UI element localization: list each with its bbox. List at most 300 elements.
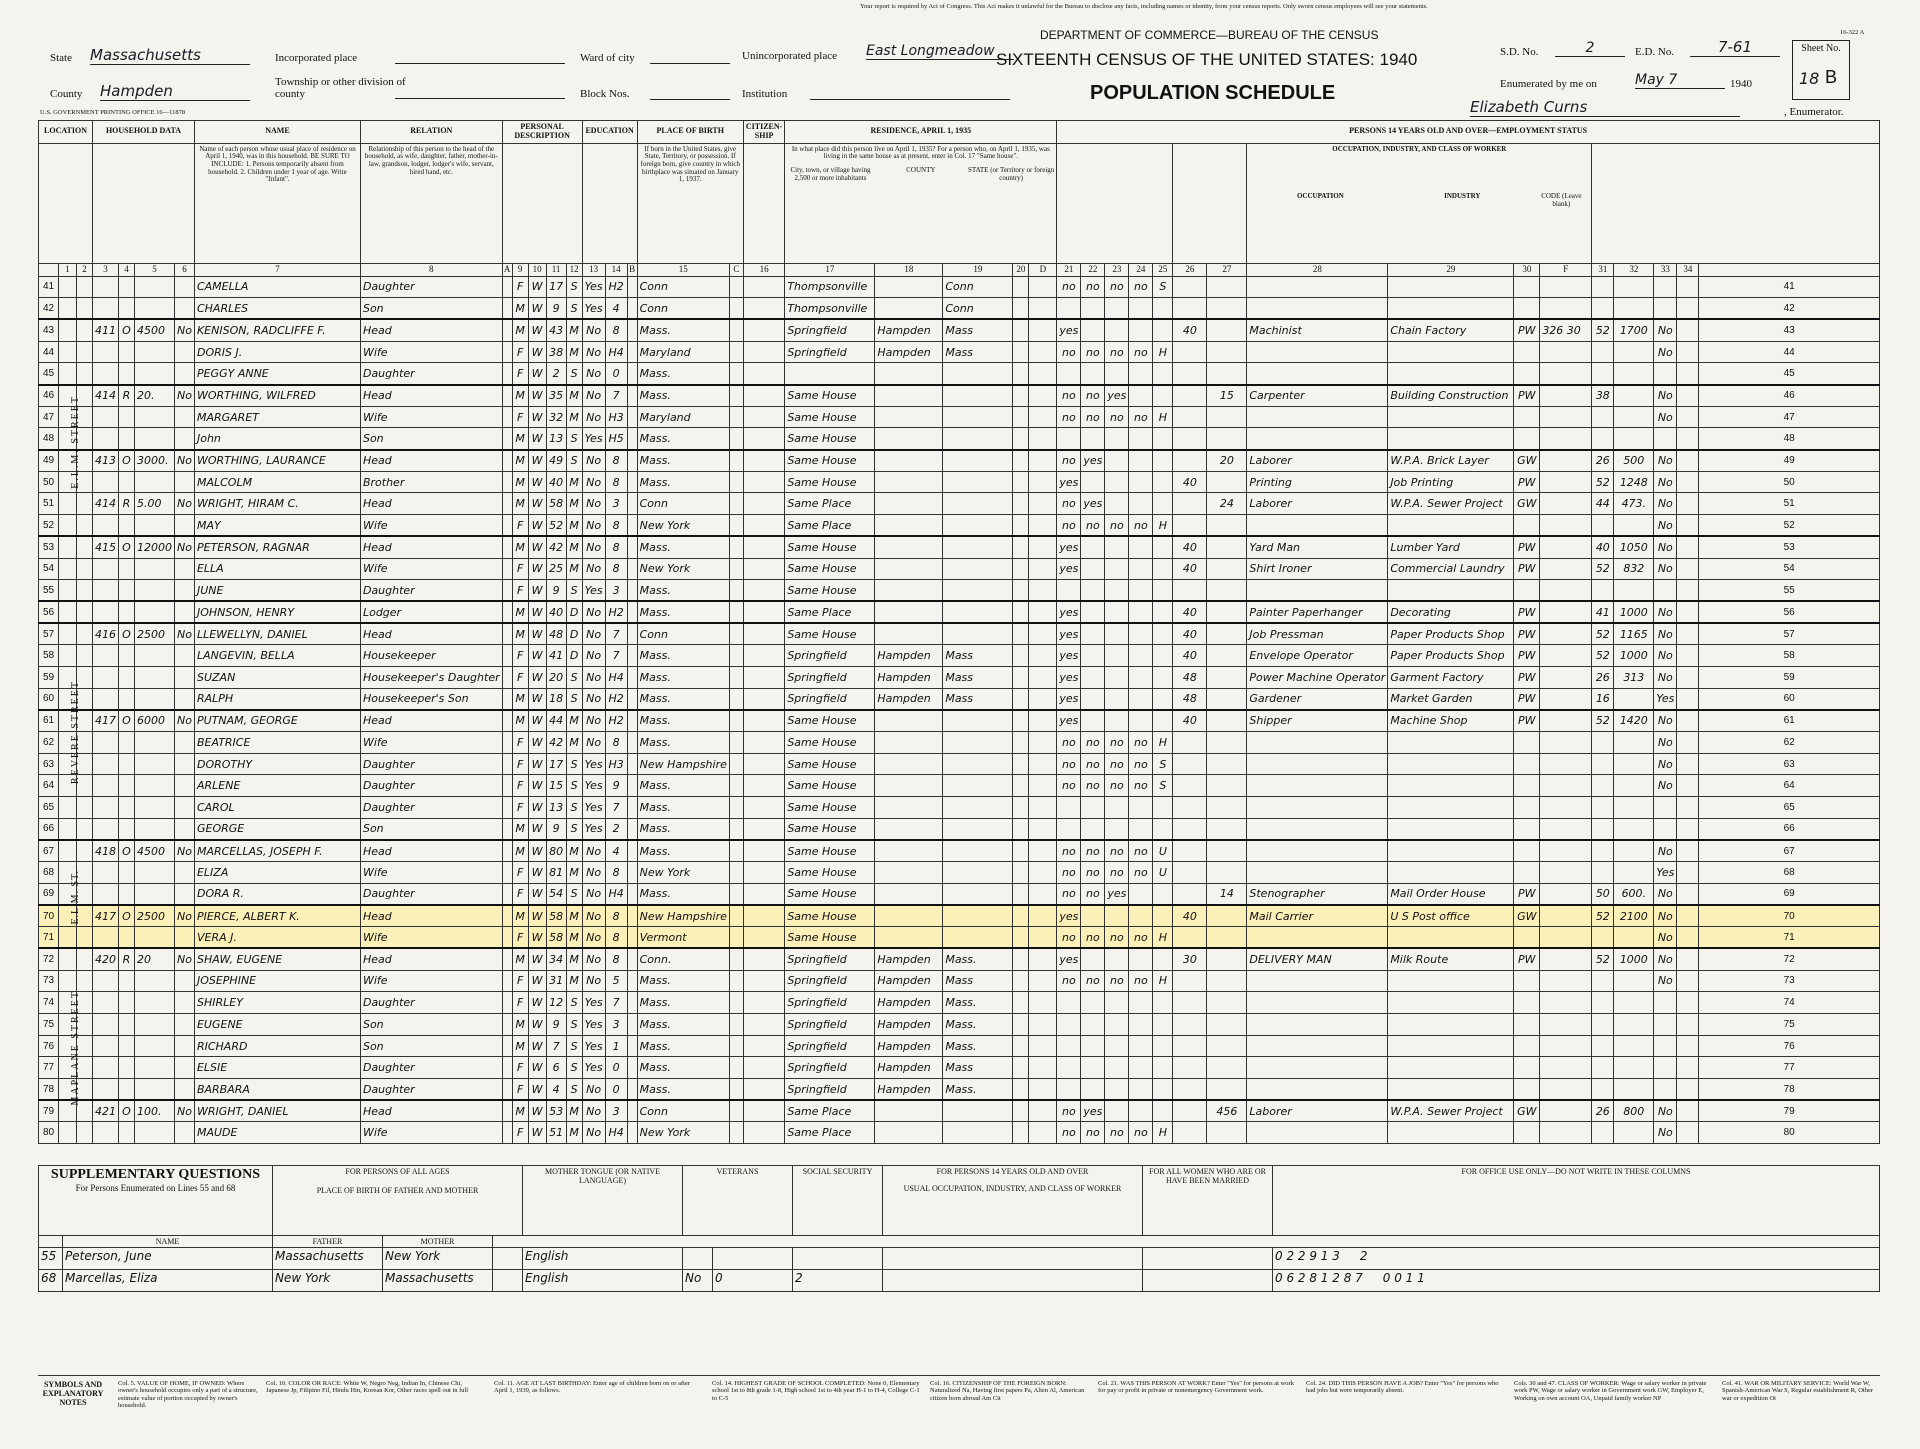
occ-code (1540, 580, 1592, 602)
school-attendance: No (582, 905, 605, 927)
line-number-right: 61 (1699, 710, 1880, 732)
has-job (1105, 1035, 1129, 1057)
occ-code (1540, 298, 1592, 320)
farm-schedule (1677, 319, 1699, 341)
dwelling-number (93, 428, 119, 450)
line-number-right: 65 (1699, 797, 1880, 819)
occ-code (1540, 623, 1592, 645)
house-number-cell (77, 276, 93, 298)
at-work: no (1057, 341, 1081, 363)
col-25 (1153, 450, 1173, 472)
line-number-right: 44 (1699, 341, 1880, 363)
farm (175, 558, 195, 580)
column-number: 33 (1654, 263, 1677, 276)
income (1614, 862, 1654, 884)
at-work: yes (1057, 948, 1081, 970)
weeks-unemployed (1207, 341, 1247, 363)
age: 34 (546, 948, 566, 970)
code-c (729, 688, 743, 710)
line-number: 57 (39, 623, 59, 645)
line-number: 75 (39, 1013, 59, 1035)
citizenship (743, 536, 784, 558)
person-name: SUZAN (194, 666, 360, 688)
residence-county (875, 840, 943, 862)
sex: M (512, 818, 528, 840)
has-job (1105, 319, 1129, 341)
occupation (1247, 1122, 1388, 1144)
supp-title-cell (39, 1166, 273, 1236)
line-number-right: 70 (1699, 905, 1880, 927)
residence-state: Mass (943, 970, 1013, 992)
hours-worked: 40 (1173, 905, 1207, 927)
name-instructions: Name of each person whose usual place of residence on April 1, 1940, was in this household. BE SURE TO INCLUDE: 1. Persons temporarily absent from household. 2. Children under 1 year of age. Write "Infant". (194, 143, 360, 263)
line-number-right: 47 (1699, 406, 1880, 428)
code-d (1029, 623, 1057, 645)
has-job: yes (1105, 385, 1129, 407)
farm-schedule (1677, 775, 1699, 797)
house-number-cell (77, 601, 93, 623)
note-at-work: Col. 21. WAS THIS PERSON AT WORK? Enter "Yes" for persons at work for pay or profit in private or nonemergency Government work. (1098, 1380, 1294, 1395)
income (1614, 992, 1654, 1014)
race: W (528, 363, 546, 385)
on-farm (1013, 363, 1029, 385)
has-job: no (1105, 341, 1129, 363)
occ-code (1540, 515, 1592, 537)
usual-occupation (883, 1248, 1143, 1270)
class-of-worker (1514, 970, 1540, 992)
house-number-cell (77, 515, 93, 537)
sex: M (512, 1035, 528, 1057)
residence-city: Springfield (785, 1079, 875, 1101)
farm: No (175, 536, 195, 558)
class-of-worker (1514, 840, 1540, 862)
residence-county: Hampden (875, 688, 943, 710)
owned-rented: O (119, 623, 135, 645)
farm: No (175, 450, 195, 472)
residence-county (875, 905, 943, 927)
race: W (528, 406, 546, 428)
seeking-work (1081, 1079, 1105, 1101)
dwelling-number: 414 (93, 385, 119, 407)
col-25 (1153, 623, 1173, 645)
marital-status: M (566, 970, 582, 992)
race: W (528, 450, 546, 472)
col-25: H (1153, 732, 1173, 754)
age: 44 (546, 710, 566, 732)
farm-schedule (1677, 406, 1699, 428)
code-d (1029, 515, 1057, 537)
hours-worked (1173, 406, 1207, 428)
residence-city: Same House (785, 753, 875, 775)
school-attendance: No (582, 493, 605, 515)
age: 58 (546, 905, 566, 927)
line-number: 80 (39, 1122, 59, 1144)
code-b (627, 493, 637, 515)
occ-code (1540, 385, 1592, 407)
relation: Brother (360, 471, 502, 493)
farm (175, 406, 195, 428)
birthplace: Maryland (637, 406, 729, 428)
class-of-worker (1514, 1079, 1540, 1101)
house-number-cell (77, 341, 93, 363)
home-value (135, 1122, 175, 1144)
farm (175, 970, 195, 992)
person-name: LLEWELLYN, DANIEL (194, 623, 360, 645)
farm (175, 471, 195, 493)
residence-state (943, 385, 1013, 407)
citizenship (743, 1057, 784, 1079)
age: 53 (546, 1100, 566, 1122)
top-notice: Your report is required by Act of Congress. This Act makes it unlawful for the Bureau to disclose any facts, including names or identity, from your census reports. Only sworn census employees will see your statements. (860, 3, 1428, 10)
owned-rented (119, 1013, 135, 1035)
person-name: PIERCE, ALBERT K. (194, 905, 360, 927)
occ-header: OCCUPATION (1296, 192, 1344, 201)
table-row (39, 970, 1880, 992)
code-c (729, 428, 743, 450)
col-25: U (1153, 862, 1173, 884)
class-of-worker: PW (1514, 883, 1540, 905)
on-farm (1013, 450, 1029, 472)
occupation: DELIVERY MAN (1247, 948, 1388, 970)
residence-county (875, 797, 943, 819)
owned-rented: R (119, 948, 135, 970)
residence-instructions (785, 143, 1057, 263)
school-attendance: No (582, 1079, 605, 1101)
has-job: no (1105, 775, 1129, 797)
person-name: DORIS J. (194, 341, 360, 363)
occ-code (1540, 862, 1592, 884)
supp-name: Peterson, June (63, 1248, 273, 1270)
weeks-unemployed (1207, 688, 1247, 710)
person-name: MARGARET (194, 406, 360, 428)
line-number: 61 (39, 710, 59, 732)
race: W (528, 927, 546, 949)
citizenship (743, 580, 784, 602)
citizenship (743, 970, 784, 992)
residence-city: Same House (785, 623, 875, 645)
children (793, 1248, 883, 1270)
school-attendance: No (582, 883, 605, 905)
code-c (729, 450, 743, 472)
income: 1050 (1614, 536, 1654, 558)
income (1614, 818, 1654, 840)
code-d (1029, 645, 1057, 667)
occ-code (1540, 1079, 1592, 1101)
race: W (528, 840, 546, 862)
residence-county (875, 862, 943, 884)
code-d (1029, 948, 1057, 970)
house-number-cell (77, 580, 93, 602)
citizenship (743, 406, 784, 428)
code-c (729, 710, 743, 732)
income: 1700 (1614, 319, 1654, 341)
residence-city: Springfield (785, 970, 875, 992)
sex: F (512, 558, 528, 580)
at-work: yes (1057, 710, 1081, 732)
home-value (135, 298, 175, 320)
age: 40 (546, 601, 566, 623)
age: 7 (546, 1035, 566, 1057)
col-24: no (1129, 840, 1153, 862)
other-income: No (1654, 905, 1677, 927)
township-line (395, 98, 565, 99)
owned-rented (119, 883, 135, 905)
column-number: 7 (194, 263, 360, 276)
other-income: No (1654, 883, 1677, 905)
owned-rented (119, 406, 135, 428)
race: W (528, 710, 546, 732)
class-of-worker: PW (1514, 601, 1540, 623)
house-number-cell (77, 927, 93, 949)
other-income (1654, 580, 1677, 602)
age: 9 (546, 298, 566, 320)
age: 25 (546, 558, 566, 580)
code-d (1029, 428, 1057, 450)
industry: Paper Products Shop (1388, 645, 1514, 667)
school-attendance: No (582, 536, 605, 558)
marital-status: D (566, 645, 582, 667)
table-row (39, 1122, 1880, 1144)
column-number: 18 (875, 263, 943, 276)
column-number: 24 (1129, 263, 1153, 276)
residence-county (875, 623, 943, 645)
code-d (1029, 298, 1057, 320)
relation: Head (360, 948, 502, 970)
occupation: Gardener (1247, 688, 1388, 710)
highest-grade: 0 (605, 1079, 627, 1101)
line-number-right: 53 (1699, 536, 1880, 558)
hours-worked (1173, 883, 1207, 905)
residence-county: Hampden (875, 970, 943, 992)
code-c (729, 1100, 743, 1122)
birthplace: New Hampshire (637, 905, 729, 927)
line-number-right: 79 (1699, 1100, 1880, 1122)
residence-county (875, 1122, 943, 1144)
birthplace: New York (637, 515, 729, 537)
age: 51 (546, 1122, 566, 1144)
person-name: WORTHING, WILFRED (194, 385, 360, 407)
column-number: 12 (566, 263, 582, 276)
income (1614, 428, 1654, 450)
weeks-worked (1592, 363, 1614, 385)
street-cell (59, 797, 77, 819)
person-name: ARLENE (194, 775, 360, 797)
occupation: Machinist (1247, 319, 1388, 341)
citizenship (743, 1100, 784, 1122)
col-24 (1129, 992, 1153, 1014)
age: 80 (546, 840, 566, 862)
seeking-work: no (1081, 753, 1105, 775)
code-a (502, 406, 512, 428)
income (1614, 1057, 1654, 1079)
table-row (39, 515, 1880, 537)
supplementary-rows (39, 1248, 1880, 1292)
seeking-work: no (1081, 732, 1105, 754)
column-number: B (627, 263, 637, 276)
code-a (502, 319, 512, 341)
line-number-right: 66 (1699, 818, 1880, 840)
residence-state (943, 471, 1013, 493)
hours-worked: 40 (1173, 471, 1207, 493)
col-24 (1129, 1057, 1153, 1079)
home-value (135, 666, 175, 688)
code-d (1029, 1057, 1057, 1079)
citizenship (743, 905, 784, 927)
person-name: CHARLES (194, 298, 360, 320)
on-farm (1013, 645, 1029, 667)
occ-code (1540, 905, 1592, 927)
hours-worked: 48 (1173, 666, 1207, 688)
dwelling-number (93, 1057, 119, 1079)
code-d (1029, 666, 1057, 688)
code-c (729, 818, 743, 840)
dwelling-number (93, 927, 119, 949)
father-birthplace: Massachusetts (273, 1248, 383, 1270)
code-b (627, 840, 637, 862)
col-24 (1129, 948, 1153, 970)
relation: Head (360, 710, 502, 732)
occ-code (1540, 688, 1592, 710)
class-of-worker (1514, 298, 1540, 320)
sex: M (512, 905, 528, 927)
owned-rented (119, 428, 135, 450)
birthplace: Conn (637, 298, 729, 320)
line-number-right: 72 (1699, 948, 1880, 970)
residence-city: Springfield (785, 1035, 875, 1057)
age: 49 (546, 450, 566, 472)
weeks-unemployed (1207, 1035, 1247, 1057)
code-a (502, 1122, 512, 1144)
column-number: 5 (135, 263, 175, 276)
owned-rented: R (119, 385, 135, 407)
industry (1388, 1079, 1514, 1101)
code-a (502, 905, 512, 927)
residence-city: Springfield (785, 1013, 875, 1035)
farm-schedule (1677, 428, 1699, 450)
highest-grade: 2 (605, 818, 627, 840)
has-job (1105, 450, 1129, 472)
dwelling-number (93, 471, 119, 493)
dwelling-number: 421 (93, 1100, 119, 1122)
residence-city: Same Place (785, 1100, 875, 1122)
code-b (627, 363, 637, 385)
income: 2100 (1614, 905, 1654, 927)
owned-rented (119, 276, 135, 298)
occ-code (1540, 493, 1592, 515)
col-24 (1129, 471, 1153, 493)
at-work (1057, 992, 1081, 1014)
highest-grade: 7 (605, 385, 627, 407)
occupation (1247, 406, 1388, 428)
col-25: H (1153, 341, 1173, 363)
marital-status: M (566, 927, 582, 949)
occ-code (1540, 927, 1592, 949)
column-number: 2 (77, 263, 93, 276)
birthplace: Mass. (637, 732, 729, 754)
occupation: Laborer (1247, 493, 1388, 515)
column-number: 9 (512, 263, 528, 276)
line-number-right: 78 (1699, 1079, 1880, 1101)
at-work: yes (1057, 536, 1081, 558)
table-row (39, 536, 1880, 558)
col-24 (1129, 319, 1153, 341)
col-24: no (1129, 341, 1153, 363)
weeks-worked: 52 (1592, 558, 1614, 580)
residence-city: Same House (785, 905, 875, 927)
line-number-right: 67 (1699, 840, 1880, 862)
column-number: 6 (175, 263, 195, 276)
owned-rented (119, 818, 135, 840)
col-24 (1129, 905, 1153, 927)
street-cell (59, 493, 77, 515)
weeks-worked: 26 (1592, 666, 1614, 688)
dwelling-number (93, 688, 119, 710)
dwelling-number: 413 (93, 450, 119, 472)
birthplace: Conn (637, 276, 729, 298)
county-label: County (50, 88, 83, 100)
weeks-unemployed (1207, 536, 1247, 558)
industry (1388, 970, 1514, 992)
other-income: No (1654, 601, 1677, 623)
school-attendance: Yes (582, 992, 605, 1014)
citizenship (743, 948, 784, 970)
citizenship (743, 1013, 784, 1035)
residence-county (875, 927, 943, 949)
code-d (1029, 970, 1057, 992)
col-25 (1153, 645, 1173, 667)
class-of-worker (1514, 406, 1540, 428)
class-of-worker: PW (1514, 471, 1540, 493)
occ-code (1540, 1122, 1592, 1144)
marital-status: M (566, 1122, 582, 1144)
table-row (39, 450, 1880, 472)
has-job (1105, 623, 1129, 645)
code-c (729, 970, 743, 992)
social-security (713, 1248, 793, 1270)
line-number: 71 (39, 927, 59, 949)
code-a (502, 883, 512, 905)
marital-status: M (566, 840, 582, 862)
col-24 (1129, 1035, 1153, 1057)
code-b (627, 970, 637, 992)
farm: No (175, 1100, 195, 1122)
hours-worked (1173, 797, 1207, 819)
at-work: yes (1057, 623, 1081, 645)
highest-grade: H4 (605, 883, 627, 905)
age: 17 (546, 753, 566, 775)
other-income: No (1654, 927, 1677, 949)
race: W (528, 601, 546, 623)
sex: M (512, 471, 528, 493)
birthplace: Mass. (637, 428, 729, 450)
residence-state (943, 450, 1013, 472)
group-birth: PLACE OF BIRTH (637, 121, 743, 144)
seeking-work: no (1081, 515, 1105, 537)
citizenship (743, 385, 784, 407)
line-number: 51 (39, 493, 59, 515)
race: W (528, 775, 546, 797)
has-job (1105, 471, 1129, 493)
occ-code (1540, 428, 1592, 450)
owned-rented: O (119, 840, 135, 862)
line-number: 63 (39, 753, 59, 775)
hours-worked: 30 (1173, 948, 1207, 970)
hours-worked: 48 (1173, 688, 1207, 710)
occupation (1247, 970, 1388, 992)
supp-mother-tongue: MOTHER TONGUE (OR NATIVE LANGUAGE) (523, 1166, 683, 1236)
street-cell (59, 970, 77, 992)
weeks-unemployed (1207, 471, 1247, 493)
